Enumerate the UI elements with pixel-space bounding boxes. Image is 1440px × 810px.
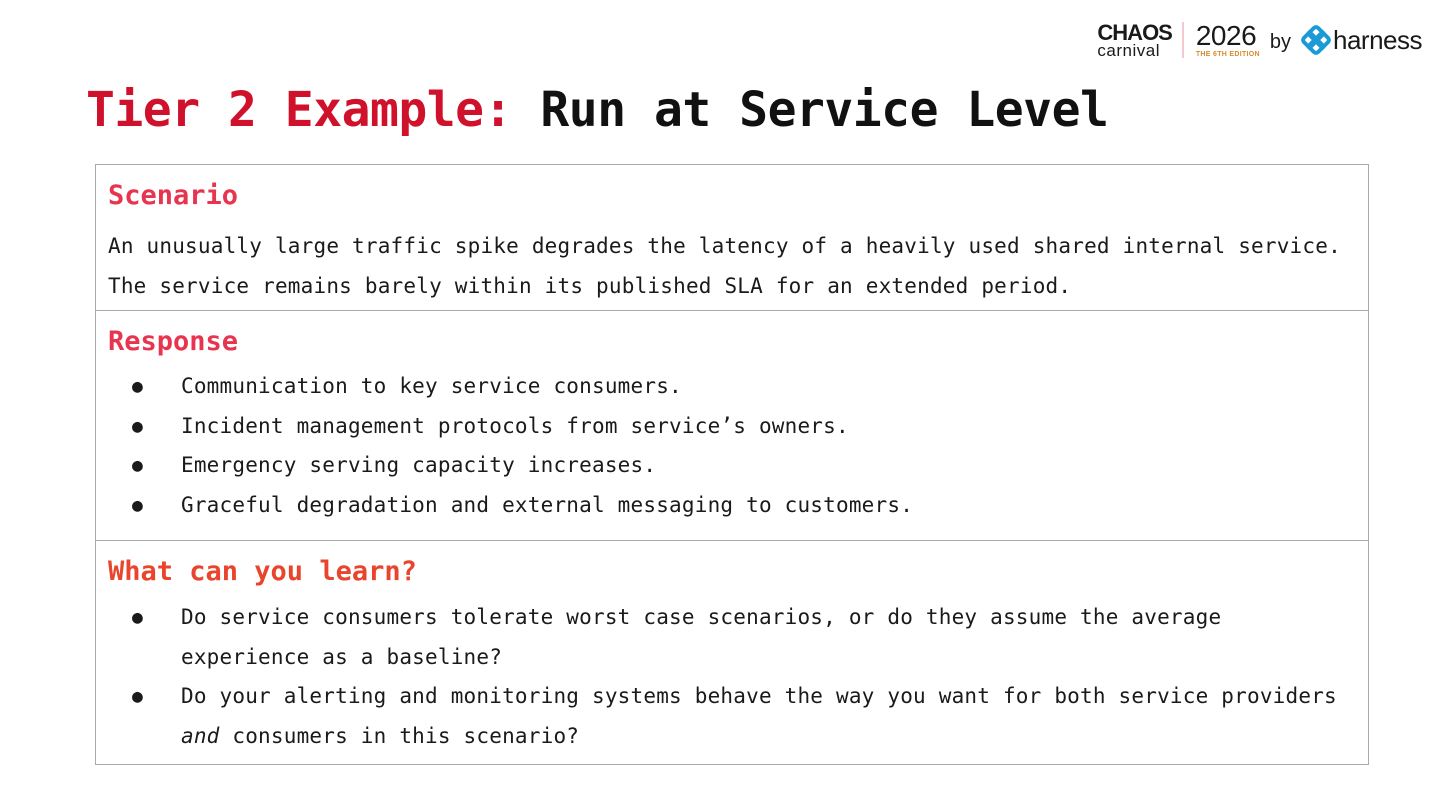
chaos-carnival-logo bbox=[1097, 19, 1172, 60]
list-item bbox=[108, 677, 1348, 756]
response-section bbox=[96, 310, 1368, 540]
year-badge bbox=[1196, 22, 1260, 58]
harness-mark-icon bbox=[1301, 25, 1331, 55]
response-item-text: Emergency serving capacity increases. bbox=[181, 453, 657, 477]
title-prefix: Tier 2 Example: bbox=[86, 82, 512, 138]
learn-heading: What can you learn? bbox=[108, 556, 417, 587]
bullet-icon: ● bbox=[132, 455, 144, 476]
page-title bbox=[86, 82, 1108, 138]
list-item bbox=[108, 446, 1348, 486]
bullet-icon: ● bbox=[132, 376, 144, 397]
chaos-wordmark: CHAOS bbox=[1097, 19, 1172, 45]
scenario-text: An unusually large traffic spike degrades the latency of a heavily used shared internal service. The service remains barely within its published SLA for an extended period. bbox=[108, 234, 1341, 298]
bullet-icon: ● bbox=[132, 415, 144, 437]
logo-divider bbox=[1182, 22, 1184, 58]
carnival-wordmark: carnival bbox=[1097, 40, 1160, 60]
bullet-icon: ● bbox=[132, 686, 144, 707]
event-logo bbox=[1097, 20, 1422, 60]
response-list bbox=[108, 367, 1348, 525]
learn-list bbox=[108, 598, 1348, 756]
bullet-icon: ● bbox=[132, 607, 144, 628]
by-text: by bbox=[1269, 30, 1291, 53]
list-item bbox=[108, 407, 1348, 447]
learn-item-emphasis: and bbox=[181, 723, 220, 748]
harness-wordmark: harness bbox=[1333, 24, 1422, 55]
scenario-section bbox=[96, 165, 1368, 310]
response-item-text: Communication to key service consumers. bbox=[181, 374, 682, 398]
title-main: Run at Service Level bbox=[540, 82, 1109, 138]
learn-item-text-after: consumers in this scenario? bbox=[219, 723, 580, 748]
bullet-icon: ● bbox=[132, 494, 144, 516]
response-item-text: Incident management protocols from service’s owners. bbox=[181, 413, 849, 438]
year-text: 2026 bbox=[1195, 20, 1257, 51]
response-heading: Response bbox=[108, 326, 239, 357]
learn-section bbox=[96, 540, 1368, 764]
response-item-text: Graceful degradation and external messaging to customers. bbox=[181, 492, 914, 517]
content-table bbox=[95, 164, 1369, 765]
list-item bbox=[108, 367, 1348, 407]
list-item bbox=[108, 486, 1348, 526]
list-item bbox=[108, 598, 1348, 677]
scenario-heading: Scenario bbox=[108, 180, 239, 211]
learn-item-text: Do service consumers tolerate worst case scenarios, or do they assume the average experience as a baseline? bbox=[181, 605, 1222, 669]
harness-logo bbox=[1301, 25, 1422, 56]
edition-text: THE 6TH EDITION bbox=[1195, 51, 1260, 58]
learn-item-text-before: Do your alerting and monitoring systems behave the way you want for both service providers bbox=[181, 684, 1337, 708]
